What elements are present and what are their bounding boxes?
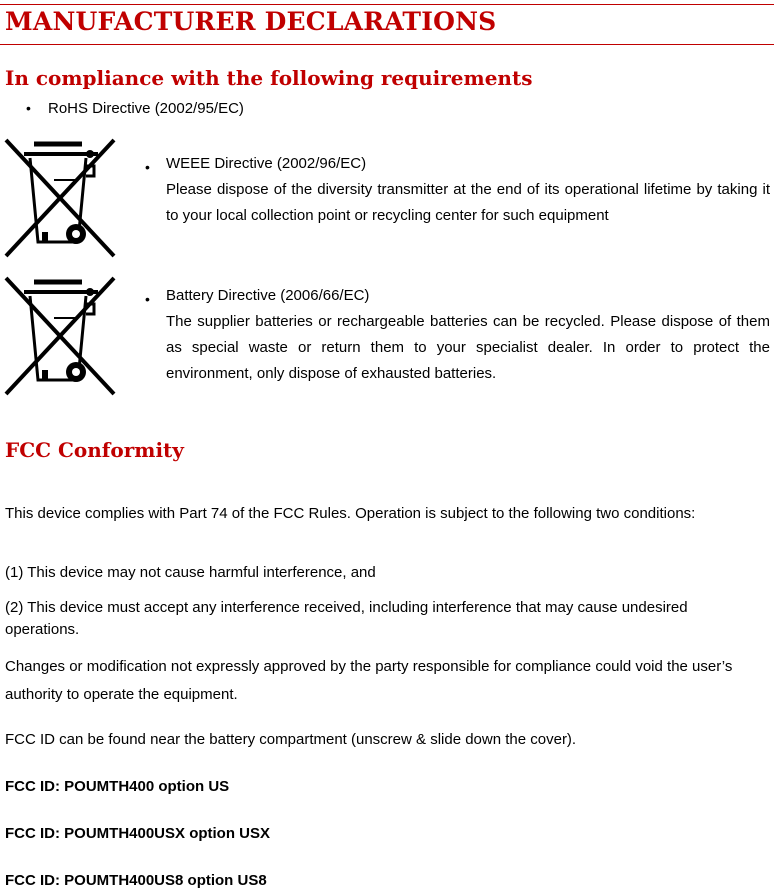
fcc-paragraph-5: FCC ID can be found near the battery compartment (unscrew & slide down the cover). <box>5 731 577 748</box>
fcc-id-usx: FCC ID: POUMTH400USX option USX <box>5 825 271 842</box>
fcc-paragraph-4: Changes or modification not expressly approved by the party responsible for compliance could void the user’s authority to operate the equipment. <box>5 658 733 703</box>
fcc-paragraph-2: (1) This device may not cause harmful interference, and <box>5 564 376 581</box>
fcc-heading: FCC Conformity <box>5 438 184 462</box>
battery-title: Battery Directive (2006/66/EC) <box>166 287 370 304</box>
page-title: MANUFACTURER DECLARATIONS <box>5 7 497 36</box>
crossed-out-wheelie-bin-icon <box>2 136 118 260</box>
weee-body: Please dispose of the diversity transmitter at the end of its operational lifetime by taking it to your local collection point or recycling center for such equipment <box>166 181 770 224</box>
page-header <box>0 4 774 45</box>
battery-body: The supplier batteries or rechargeable batteries can be recycled. Please dispose of them as special waste or return them to your specialist dealer. In order to protect the environment, only dispose of exhausted batteries. <box>166 313 770 382</box>
weee-title: WEEE Directive (2002/96/EC) <box>166 155 367 172</box>
bullet-icon: • <box>145 291 150 307</box>
fcc-id-us: FCC ID: POUMTH400 option US <box>5 778 230 795</box>
compliance-heading: In compliance with the following requirements <box>5 66 533 90</box>
fcc-paragraph-1: This device complies with Part 74 of the FCC Rules. Operation is subject to the following two conditions: <box>5 505 696 522</box>
crossed-out-wheelie-bin-icon <box>2 274 118 398</box>
bullet-icon: • <box>26 100 31 116</box>
bullet-icon: • <box>145 159 150 175</box>
fcc-paragraph-3: (2) This device must accept any interference received, including interference that may cause undesired operations. <box>5 599 688 638</box>
fcc-id-us8: FCC ID: POUMTH400US8 option US8 <box>5 872 267 889</box>
rohs-item: RoHS Directive (2002/95/EC) <box>48 100 244 117</box>
